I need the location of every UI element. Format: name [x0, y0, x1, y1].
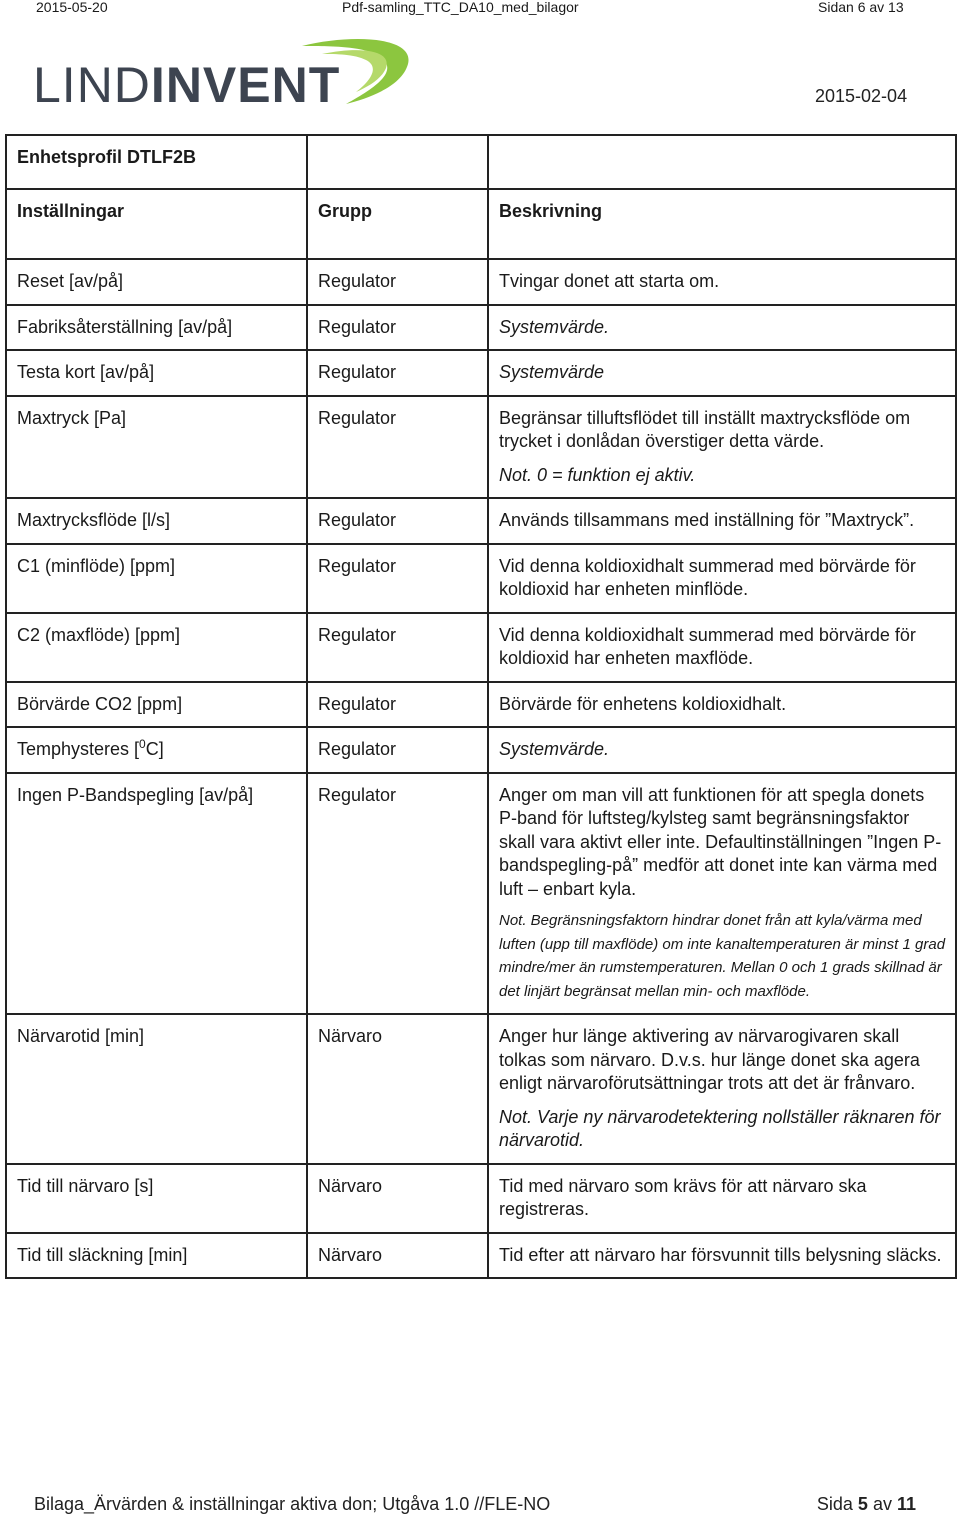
table-header-row	[5, 190, 957, 260]
table-row	[5, 1165, 957, 1234]
description-text: Vid denna koldioxidhalt summerad med börvärde för koldioxid har enheten minflöde.	[499, 555, 916, 599]
group-cell: Närvaro	[308, 1234, 489, 1280]
table-row	[5, 614, 957, 683]
group-cell: Regulator	[308, 260, 489, 306]
description-text: Börvärde för enhetens koldioxidhalt.	[499, 693, 787, 714]
table-row	[5, 774, 957, 1016]
setting-cell: C1 (minflöde) [ppm]	[5, 545, 308, 614]
table-title: Enhetsprofil DTLF2B	[17, 147, 196, 167]
group-cell: Regulator	[308, 728, 489, 774]
logo-wordmark: LINDINVENT	[33, 57, 341, 113]
group-cell: Närvaro	[308, 1015, 489, 1165]
description-text: Begränsar tilluftsflödet till inställt maxtrycksflöde om trycket i donlådan överstiger detta värde.	[499, 407, 911, 451]
description-cell	[489, 260, 957, 306]
table-row	[5, 351, 957, 397]
setting-cell: Tid till släckning [min]	[5, 1234, 308, 1280]
table-row	[5, 728, 957, 774]
table-row	[5, 1234, 957, 1280]
print-page: Sidan 6 av 13	[818, 0, 904, 15]
description-text: Tid efter att närvaro har försvunnit tills belysning släcks.	[499, 1244, 942, 1265]
header-setting: Inställningar	[5, 190, 308, 260]
table-row	[5, 1015, 957, 1165]
group-cell: Regulator	[308, 774, 489, 1016]
description-cell	[489, 1165, 957, 1234]
header-group: Grupp	[308, 190, 489, 260]
setting-cell: Börvärde CO2 [ppm]	[5, 683, 308, 729]
table-row	[5, 683, 957, 729]
lindinvent-logo	[30, 36, 430, 112]
description-cell	[489, 545, 957, 614]
setting-cell: Testa kort [av/på]	[5, 351, 308, 397]
description-cell	[489, 774, 957, 1016]
description-cell	[489, 351, 957, 397]
group-cell: Närvaro	[308, 1165, 489, 1234]
print-date: 2015-05-20	[36, 0, 108, 15]
description-cell	[489, 306, 957, 352]
description-text: Anger om man vill att funktionen för att spegla donets P-band för luftsteg/kylsteg samt begränsningsfaktor skall vara aktivt eller inte. Defaultinställningen ”Ingen P-bandspegling-på” medför att donet inte kan värma med luft – enbart kyla.	[499, 784, 942, 899]
description-cell	[489, 499, 957, 545]
table-row	[5, 545, 957, 614]
description-text: Systemvärde.	[499, 316, 610, 337]
table-title-cell	[5, 134, 308, 190]
setting-cell: Tid till närvaro [s]	[5, 1165, 308, 1234]
description-text: Anger hur länge aktivering av närvarogivaren skall tolkas som närvaro. D.v.s. hur länge donet ska agera enligt närvaroförutsättningar trots att det är frånvaro.	[499, 1026, 920, 1093]
description-cell	[489, 683, 957, 729]
setting-cell: Temphysteres [$^0$C]	[5, 728, 308, 774]
group-cell: Regulator	[308, 306, 489, 352]
setting-cell: C2 (maxflöde) [ppm]	[5, 614, 308, 683]
group-cell: Regulator	[308, 499, 489, 545]
setting-cell: Närvarotid [min]	[5, 1015, 308, 1165]
group-cell: Regulator	[308, 683, 489, 729]
description-note: Not. 0 = funktion ej aktiv.	[499, 464, 696, 485]
table-row	[5, 397, 957, 500]
table-title-row	[5, 134, 957, 190]
description-text: Tid med närvaro som krävs för att närvaro ska registreras.	[499, 1175, 867, 1219]
group-cell: Regulator	[308, 614, 489, 683]
description-cell	[489, 1015, 957, 1165]
description-text: Vid denna koldioxidhalt summerad med börvärde för koldioxid har enheten maxflöde.	[499, 624, 916, 668]
description-text: Systemvärde.	[499, 739, 610, 759]
print-header	[0, 0, 960, 16]
group-cell: Regulator	[308, 397, 489, 500]
print-title: Pdf-samling_TTC_DA10_med_bilagor	[342, 0, 579, 15]
description-note: Not. Varje ny närvarodetektering nollställer räknaren för närvarotid.	[499, 1106, 941, 1150]
table-row	[5, 306, 957, 352]
unit-profile-table	[5, 134, 957, 1279]
description-cell	[489, 614, 957, 683]
setting-cell: Maxtryck [Pa]	[5, 397, 308, 500]
group-cell: Regulator	[308, 545, 489, 614]
description-text: Används tillsammans med inställning för ”Maxtryck”.	[499, 510, 915, 530]
setting-cell: Ingen P-Bandspegling [av/på]	[5, 774, 308, 1016]
setting-cell: Reset [av/på]	[5, 260, 308, 306]
description-cell	[489, 1234, 957, 1280]
setting-cell: Fabriksåterställning [av/på]	[5, 306, 308, 352]
document-date: 2015-02-04	[815, 86, 908, 106]
group-cell: Regulator	[308, 351, 489, 397]
header-description: Beskrivning	[489, 190, 957, 260]
footer-document-name: Bilaga_Ärvärden & inställningar aktiva don; Utgåva 1.0 //FLE-NO	[34, 1494, 551, 1514]
table-row	[5, 260, 957, 306]
setting-cell: Maxtrycksflöde [l/s]	[5, 499, 308, 545]
description-note: Not. Begränsningsfaktorn hindrar donet från att kyla/värma med luften (upp till maxflöde) om inte kanaltemperaturen är minst 1 grad mindre/mer än rumstemperaturen. Mellan 0 och 1 grads skillnad är det linjärt begränsat mellan min- och maxflöde.	[499, 912, 946, 1000]
description-text: Tvingar donet att starta om.	[499, 271, 720, 291]
footer-page-number: Sida 5 av 11	[816, 1494, 916, 1514]
description-cell	[489, 728, 957, 774]
table-row	[5, 499, 957, 545]
description-cell	[489, 397, 957, 500]
description-text: Systemvärde	[499, 362, 605, 382]
